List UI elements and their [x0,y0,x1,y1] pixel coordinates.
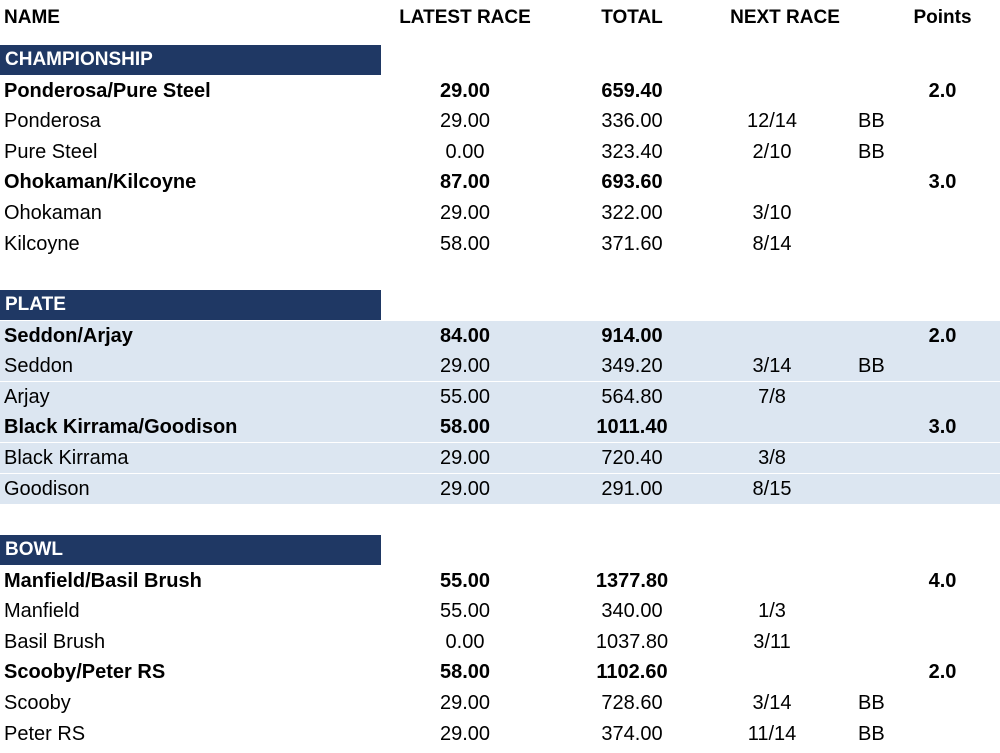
row-points: 2.0 [928,325,957,347]
row-latest-race: 84.00 [439,325,491,347]
table-row [0,351,1000,381]
row-latest-race: 58.00 [439,416,491,438]
row-latest-race: 55.00 [439,600,491,622]
table-row-pair [0,321,1000,351]
row-name: Arjay [4,386,50,408]
row-latest-race: 0.00 [445,631,485,653]
row-flag: BB [858,723,885,745]
row-total: 374.00 [601,723,663,745]
table-row [0,382,1000,412]
row-total: 659.40 [601,80,663,102]
table-row-pair [0,566,1000,596]
header-total: TOTAL [601,7,663,28]
row-latest-race: 29.00 [439,110,491,132]
row-points: 3.0 [928,171,957,193]
row-next-race: 12/14 [746,110,798,132]
row-flag: BB [858,141,885,163]
row-total: 1377.80 [595,570,669,592]
row-name: Kilcoyne [4,233,80,255]
table-row-pair [0,412,1000,442]
row-latest-race: 29.00 [439,447,491,469]
header-row [0,3,1000,33]
row-total: 1102.60 [596,661,668,683]
row-next-race: 1/3 [758,600,786,622]
row-points [900,627,985,657]
row-name: Manfield/Basil Brush [4,570,202,592]
row-next-race: 8/14 [752,233,792,255]
table-row [0,719,1000,749]
row-latest-race: 55.00 [439,386,491,408]
row-points [900,474,985,504]
row-latest-race: 58.00 [439,661,491,683]
row-next-race: 3/10 [752,202,792,224]
row-name: Pure Steel [4,141,98,163]
row-points [900,351,985,381]
row-name: Ponderosa/Pure Steel [4,80,211,102]
row-points: 2.0 [928,661,957,683]
row-total: 728.60 [601,692,663,714]
row-total: 349.20 [601,355,663,377]
row-name: Peter RS [4,723,86,745]
header-next-race: NEXT RACE [730,7,840,28]
row-latest-race: 29.00 [439,723,491,745]
row-next-race [720,657,824,687]
row-total: 336.00 [601,110,663,132]
row-next-race: 3/11 [753,631,791,653]
row-name: Scooby/Peter RS [4,661,166,683]
row-next-race: 11/14 [747,723,797,745]
row-name: Basil Brush [4,631,106,653]
row-next-race [720,167,824,197]
row-next-race: 3/8 [758,447,786,469]
row-name: Seddon/Arjay [4,325,133,347]
header-name: NAME [4,7,60,28]
row-flag: BB [858,692,885,714]
row-next-race [720,412,824,442]
row-next-race: 3/14 [752,355,792,377]
row-points: 3.0 [928,416,957,438]
row-name: Black Kirrama/Goodison [4,416,238,438]
row-latest-race: 29.00 [439,478,491,500]
table-row-pair [0,167,1000,197]
table-row [0,596,1000,626]
row-latest-race: 87.00 [439,171,491,193]
table-row [0,474,1000,504]
section-header-plate: PLATE [0,290,381,320]
header-points: Points [913,7,972,28]
section-header-championship: CHAMPIONSHIP [0,45,381,75]
row-next-race [720,321,824,351]
row-points [900,106,985,136]
row-name: Scooby [4,692,71,714]
header-latest-race: LATEST RACE [399,7,531,28]
table-row [0,198,1000,228]
row-points [900,443,985,473]
row-latest-race: 29.00 [439,692,491,714]
row-latest-race: 55.00 [439,570,491,592]
row-points [900,137,985,167]
row-name: Black Kirrama [4,447,129,469]
row-total: 720.40 [601,447,663,469]
row-name: Ponderosa [4,110,101,132]
row-total: 1011.40 [596,416,668,438]
row-name: Manfield [4,600,80,622]
row-points [900,688,985,718]
row-total: 291.00 [601,478,663,500]
row-points [900,198,985,228]
section-header-bowl: BOWL [0,535,381,565]
row-name: Ohokaman [4,202,102,224]
row-total: 1037.80 [595,631,669,653]
row-total: 914.00 [601,325,663,347]
row-next-race: 8/15 [752,478,792,500]
row-latest-race: 0.00 [445,141,485,163]
row-latest-race: 29.00 [439,80,491,102]
table-row-pair [0,657,1000,687]
row-points [900,596,985,626]
row-points [900,382,985,412]
row-total: 323.40 [601,141,663,163]
row-flag: BB [858,355,885,377]
table-row [0,443,1000,473]
row-latest-race: 29.00 [439,202,491,224]
row-name: Goodison [4,478,90,500]
row-flag: BB [858,110,885,132]
row-name: Seddon [4,355,73,377]
row-next-race: 2/10 [752,141,792,163]
table-row [0,627,1000,657]
row-total: 564.80 [601,386,663,408]
table-row [0,229,1000,259]
row-next-race: 7/8 [758,386,786,408]
row-name: Ohokaman/Kilcoyne [4,171,197,193]
row-next-race: 3/14 [752,692,792,714]
table-row [0,137,1000,167]
row-total: 371.60 [601,233,663,255]
table-row [0,688,1000,718]
row-points [900,229,985,259]
row-total: 322.00 [601,202,663,224]
row-latest-race: 58.00 [439,233,491,255]
row-total: 693.60 [601,171,663,193]
row-next-race [720,566,824,596]
table-row-pair [0,76,1000,106]
row-latest-race: 29.00 [439,355,491,377]
row-points [900,719,985,749]
row-total: 340.00 [601,600,663,622]
row-points: 4.0 [928,570,957,592]
table-row [0,106,1000,136]
row-points: 2.0 [928,80,957,102]
row-next-race [720,76,824,106]
